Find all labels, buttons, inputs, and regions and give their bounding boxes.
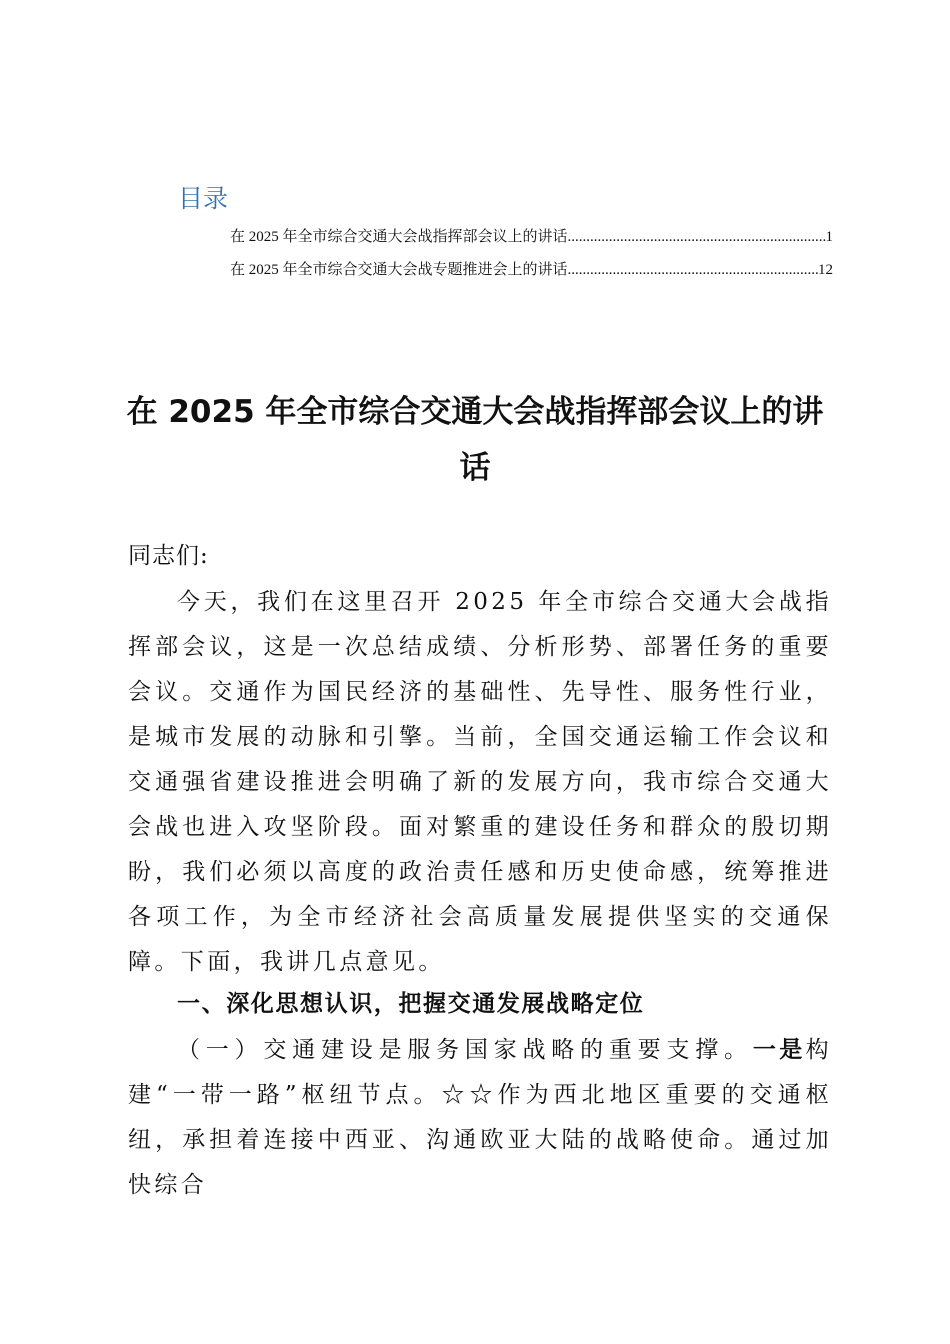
toc-title: 目录: [178, 184, 229, 213]
toc-list: [230, 226, 833, 292]
paragraph-text: 构建“一带一路”枢纽节点。☆☆作为西北地区重要的交通枢纽，承担着连接中西亚、沟通欧亚大陆的战略使命。通过加快综合: [128, 1037, 832, 1198]
toc-dot-leader: [568, 226, 826, 248]
body-paragraph: 今天，我们在这里召开 2025 年全市综合交通大会战指挥部会议，这是一次总结成绩、分析形势、部署任务的重要会议。交通作为国民经济的基础性、先导性、服务性行业，是城市发展的动脉和引擎。当前，全国交通运输工作会议和交通强省建设推进会明确了新的发展方向，我市综合交通大会战也进入攻坚阶段。面对繁重的建设任务和群众的殷切期盼，我们必须以高度的政治责任感和历史使命感，统筹推进各项工作，为全市经济社会高质量发展提供坚实的交通保障。下面，我讲几点意见。: [128, 589, 832, 975]
toc-entry-text: 在 2025 年全市综合交通大会战专题推进会上的讲话: [230, 262, 568, 278]
toc-entry[interactable]: [230, 226, 833, 259]
section-heading: 一、深化思想认识，把握交通发展战略定位: [177, 991, 645, 1017]
toc-entry-text: 在 2025 年全市综合交通大会战指挥部会议上的讲话: [230, 229, 568, 245]
toc-entry[interactable]: [230, 259, 833, 292]
toc-page-number: 1: [825, 229, 833, 245]
toc-dot-leader: [568, 259, 818, 281]
salutation: 同志们:: [128, 543, 209, 569]
body-paragraph: [128, 1028, 832, 1208]
toc-page-number: 12: [818, 262, 833, 278]
bold-enumerator: 一是: [752, 1037, 806, 1063]
document-title: 在 2025 年全市综合交通大会战指挥部会议上的讲话: [126, 394, 824, 486]
subsection-lead: （一）交通建设是服务国家战略的重要支撑。: [177, 1037, 753, 1063]
